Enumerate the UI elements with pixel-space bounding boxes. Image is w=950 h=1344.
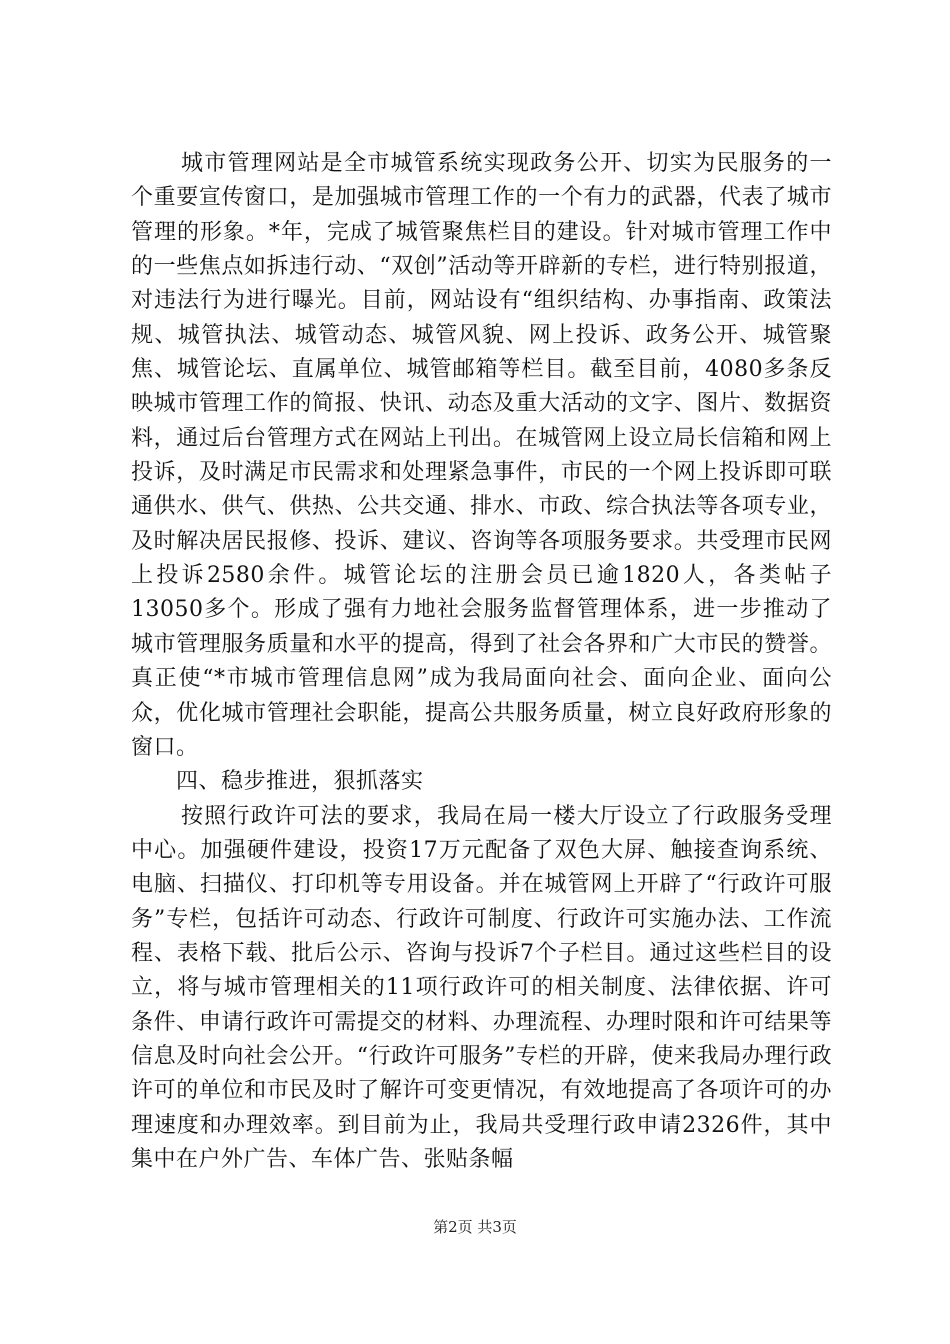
section-heading-four: 四、稳步推进，狠抓落实 (176, 769, 424, 795)
paragraph-administrative-license: 按照行政许可法的要求，我局在局一楼大厅设立了行政服务受理中心。加强硬件建设，投资17万元配备了双色大屏、触接查询系统、电脑、扫描仪、打印机等专用设备。并在城管网上开辟了“行政许可服务”专栏，包括许可动态、行政许可制度、行政许可实施办法、工作流程、表格下载、批后公示、咨询与投诉7个子栏目。通过这些栏目的设立，将与城市管理相关的11项行政许可的相关制度、法律依据、许可条件、申请行政许可需提交的材料、办理流程、办理时限和许可结果等信息及时向社会公开。“行政许可服务”专栏的开辟，使来我局办理行政许可的单位和市民及时了解许可变更情况，有效地提高了各项许可的办理速度和办理效率。到目前为止，我局共受理行政申请2326件，其中集中在户外广告、车体广告、张贴条幅 (131, 803, 832, 1172)
document-body (131, 147, 832, 1177)
page-footer: 第2页 共3页 (433, 1218, 517, 1236)
paragraph-website: 城市管理网站是全市城管系统实现政务公开、切实为民服务的一个重要宣传窗口，是加强城市管理工作的一个有力的武器，代表了城市管理的形象。*年，完成了城管聚焦栏目的建设。针对城市管理工作中的一些焦点如拆违行动、“双创”活动等开辟新的专栏，进行特别报道，对违法行为进行曝光。目前，网站设有“组织结构、办事指南、政策法规、城管执法、城管动态、城管风貌、网上投诉、政务公开、城管聚焦、城管论坛、直属单位、城管邮箱等栏目。截至目前，4080多条反映城市管理工作的简报、快讯、动态及重大活动的文字、图片、数据资料，通过后台管理方式在网站上刊出。在城管网上设立局长信箱和网上投诉，及时满足市民需求和处理紧急事件，市民的一个网上投诉即可联通供水、供气、供热、公共交通、排水、市政、综合执法等各项专业，及时解决居民报修、投诉、建议、咨询等各项服务要求。共受理市民网上投诉2580余件。城管论坛的注册会员已逾1820人，各类帖子13050多个。形成了强有力地社会服务监督管理体系，进一步推动了城市管理服务质量和水平的提高，得到了社会各界和广大市民的赞誉。真正使“*市城市管理信息网”成为我局面向社会、面向企业、面向公众，优化城市管理社会职能，提高公共服务质量，树立良好政府形象的窗口。 (131, 151, 832, 760)
